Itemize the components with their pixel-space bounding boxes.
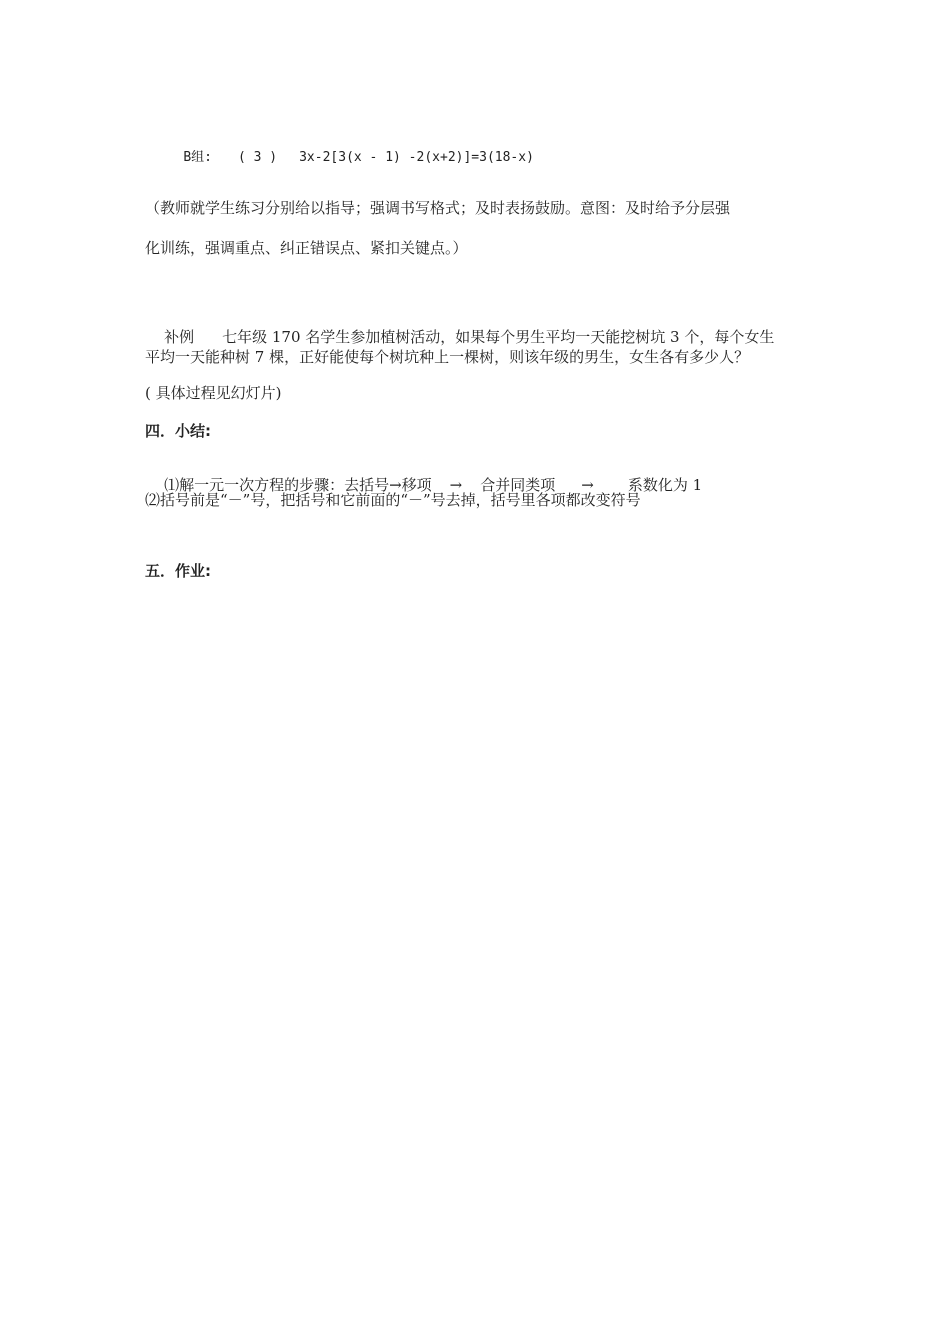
- equation: 3x-2[3(x - 1) -2(x+2)]=3(18-x): [299, 150, 534, 165]
- arrow-icon: →: [449, 476, 463, 494]
- summary-heading: 四．小结:: [145, 422, 211, 440]
- group-label: B组:: [183, 150, 212, 165]
- summary-step-1: ⑴解一元一次方程的步骤：去括号→移项: [164, 476, 432, 494]
- summary-item-2: ⑵括号前是“－”号，把括号和它前面的“－”号去掉，括号里各项都改变符号: [145, 491, 641, 509]
- supplement-label: 补例: [164, 328, 195, 346]
- exercise-number: ( 3 ): [237, 150, 278, 165]
- summary-step-3: 系数化为 1: [627, 476, 703, 494]
- teacher-note-line-2: 化训练，强调重点、纠正错误点、紧扣关键点。）: [145, 239, 468, 257]
- supplement-line-2: 平均一天能种树 7 棵，正好能使每个树坑种上一棵树，则该年级的男生，女生各有多少人？: [145, 348, 750, 366]
- teacher-note-line-1: （教师就学生练习分别给以指导；强调书写格式；及时表扬鼓励。意图：及时给予分层强: [145, 199, 731, 217]
- supplement-text-1: 七年级 170 名学生参加植树活动，如果每个男生平均一天能挖树坑 3 个，每个女生: [222, 328, 775, 346]
- homework-heading: 五．作业:: [145, 562, 211, 580]
- supplement-line-3: ( 具体过程见幻灯片): [145, 384, 282, 402]
- exercise-b-line: [152, 128, 534, 188]
- arrow-icon: →: [581, 476, 594, 494]
- summary-step-2: 合并同类项: [480, 476, 556, 494]
